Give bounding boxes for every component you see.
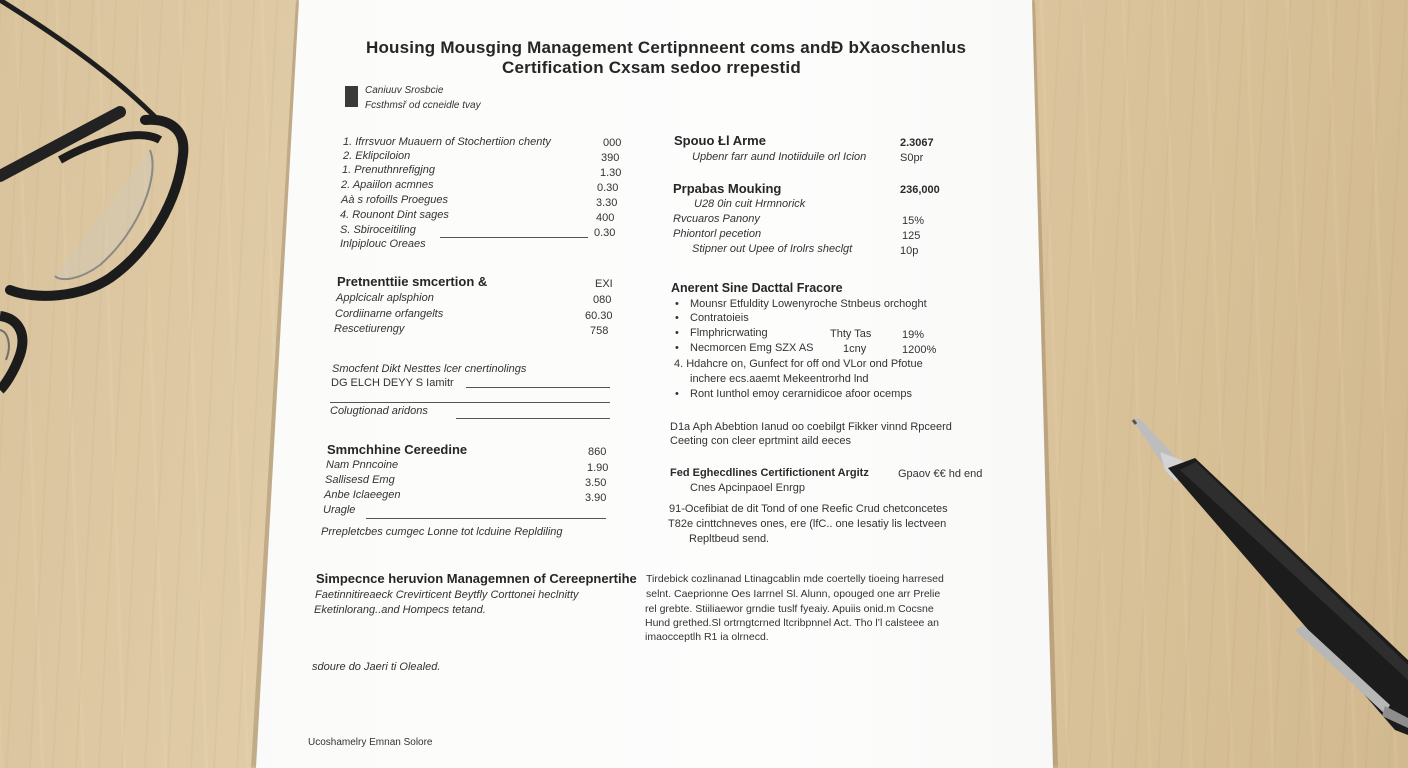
bullet-dot: • (675, 298, 679, 310)
list-value: 1.30 (600, 167, 622, 179)
section-sub: U28 0in cuit Hrmnorick (694, 198, 806, 210)
list-value: 0.30 (597, 182, 619, 194)
list-item: 1. Ifrrsvuor Muauern of Stochertiion chenty (343, 136, 551, 148)
bullet-dot: • (675, 312, 679, 324)
paragraph-line: rel grebte. Stiiliaewor grndie tuslf fyeaiy. Apuiis onid.m Cocsne (645, 603, 934, 615)
paragraph-line: Tirdebick cozlinanad Ltinagcablin mde coertelly tioeing harresed (646, 573, 944, 585)
fill-line (466, 387, 610, 388)
paragraph-line: Hund grethed.Sl ortrngtcrned ltcribpnnel Act. Tho l’l calsteee an (645, 617, 939, 629)
section-sub: Cnes Apcinpaoel Enrgp (690, 482, 805, 494)
section-row-value: 125 (902, 230, 921, 242)
section-row-value: 3.90 (585, 492, 607, 504)
section-row: Rvcuaros Panony (673, 213, 760, 225)
list-item: 2. Eklipciloion (343, 150, 411, 162)
section-line: 91-Ocefibiat de dit Tond of one Reefic Crud chetconcetes (669, 503, 948, 515)
section-heading: Smmchhine Cereedine (327, 442, 468, 457)
section-heading: Spouo Łl Arme (674, 133, 766, 148)
fill-line (440, 237, 588, 238)
header-note-line2: Fcsthmsř od ccneidle tvay (365, 100, 481, 111)
section-heading: Anerent Sine Dacttal Fracore (671, 281, 843, 295)
section-line: Ceeting con cleer eprtmint aild eeces (670, 435, 851, 447)
fill-line (366, 518, 606, 519)
bullet-dot: • (675, 388, 679, 400)
section-row-value: 60.30 (585, 310, 613, 322)
section-row-value: 080 (593, 294, 612, 306)
section-line: T82e cinttchneves ones, ere (lfC.. one Iesatiy lis lectveen (668, 518, 947, 530)
fill-line (330, 402, 610, 403)
list-value: 390 (601, 152, 620, 164)
section-line: Colugtionad aridons (330, 405, 428, 417)
section-row-value: 758 (590, 325, 609, 337)
bullet-item: Flmphricrwating (690, 327, 768, 339)
section-row: Cordiinarne orfangelts (335, 308, 444, 320)
section-row-value: 1.90 (587, 462, 609, 474)
list-footer: Inlpiplouc Oreaes (340, 238, 426, 250)
list-value: 000 (603, 137, 622, 149)
header-note-line1: Caniuuv Srosbcie (365, 85, 444, 96)
section-note: Prrepletcbes cumgec Lonne tot lcduine Repldiling (321, 526, 563, 538)
paragraph-line: selnt. Caeprionne Oes Iarrnel Sl. Alunn, opouged one arr Prelie (646, 588, 941, 600)
bullet-mid: Thty Tas (830, 328, 872, 340)
paragraph-line: imaocceptlh R1 ia olrnecd. (645, 631, 769, 643)
section-row-value: 3.50 (585, 477, 607, 489)
section-line: Smocfent Dikt Nesttes lcer cnertinolings (332, 363, 527, 375)
bullet-value: 19% (902, 329, 925, 341)
eyeglasses-icon (0, 0, 240, 420)
document-title-line1: Housing Mousging Management Certipnneent coms andĐ bXaoschenlus (366, 38, 967, 57)
list-item: 1. Prenuthnrefigjng (342, 164, 435, 176)
list-item: S. Sbiroceitiling (340, 224, 416, 236)
header-square-mark (345, 86, 358, 107)
section-heading-value: EXI (595, 278, 613, 290)
section-line: Repltbeud send. (689, 533, 770, 545)
section-row: Rescetiurengy (334, 323, 405, 335)
section-row: Upbenr farr aund Inotiiduile orl Icion (692, 151, 867, 163)
section-heading: Simpecnce heruvion Managemnen of Cereepnertihe (316, 571, 637, 586)
section-row: Anbe Iclaeegen (324, 489, 401, 501)
section-heading-value: 2.3067 (900, 137, 934, 149)
section-row: Nam Pnncoine (326, 459, 399, 471)
section-line: D1a Aph Abebtion Ianud oo coebilgt Fikker vinnd Rpceerd (670, 421, 952, 433)
section-row: Applcicalr aplsphion (336, 292, 434, 304)
section-row: Uragle (323, 504, 356, 516)
list-item: 4. Rounont Dint sages (340, 209, 449, 221)
section-heading-value: 860 (588, 446, 607, 458)
document-footer: Ucoshamelry Emnan Solore (308, 737, 433, 748)
bullet-item: Necmorcen Emg SZX AS (690, 342, 814, 354)
bullet-item: Ront Iunthol emoy cerarnidicoe afoor ocemps (690, 388, 912, 400)
section-row: Stipner out Upee of Irolrs sheclgt (692, 243, 853, 255)
list-item: 2. Apaiilon acmnes (341, 179, 434, 191)
section-row-value: S0pr (900, 152, 924, 164)
document-title-line2: Certification Cxsam sedoo rrepestid (502, 58, 801, 77)
bullet-dot: • (675, 327, 679, 339)
section-row-value: 10p (900, 245, 919, 257)
numbered-item: 4. Hdahcre on, Gunfect for off ond VLor ond Pfotue (674, 358, 923, 370)
section-heading-tail: Gpaov €€ hd end (898, 468, 983, 480)
bullet-value: 1200% (902, 344, 937, 356)
section-line: Faetinnitireaeck Crevirticent Beytfly Corttonei heclnitty (315, 589, 579, 601)
list-item: Aà s rofoills Proegues (341, 194, 448, 206)
section-line: DG ELCH DEYY S Iamitr (331, 377, 454, 389)
section-row: Sallisesd Emg (325, 474, 395, 486)
section-row-value: 15% (902, 215, 925, 227)
fill-line (456, 418, 610, 419)
bullet-dot: • (675, 342, 679, 354)
list-value: 0.30 (594, 227, 616, 239)
section-heading: Pretnenttiie smcertion & (337, 274, 488, 289)
section-heading: Fed Eghecdlines Certifictionent Argitz (670, 467, 869, 479)
section-row: Phiontorl pecetion (673, 228, 762, 240)
numbered-item-cont: inchere ecs.aaemt Mekeentrorhd lnd (690, 373, 869, 385)
bullet-item: Contratoieis (690, 312, 749, 324)
section-line: Eketinlorang..and Hompecs tetand. (314, 604, 486, 616)
list-value: 400 (596, 212, 615, 224)
section-heading: Prpabas Mouking (673, 181, 782, 196)
signoff-line: sdoure do Jaeri ti Olealed. (312, 661, 441, 673)
list-value: 3.30 (596, 197, 618, 209)
section-heading-value: 236,000 (900, 184, 940, 196)
bullet-item: Mounsr Etfuldity Lowenyroche Stnbeus orchoght (690, 298, 927, 310)
bullet-mid: 1cny (843, 343, 867, 355)
